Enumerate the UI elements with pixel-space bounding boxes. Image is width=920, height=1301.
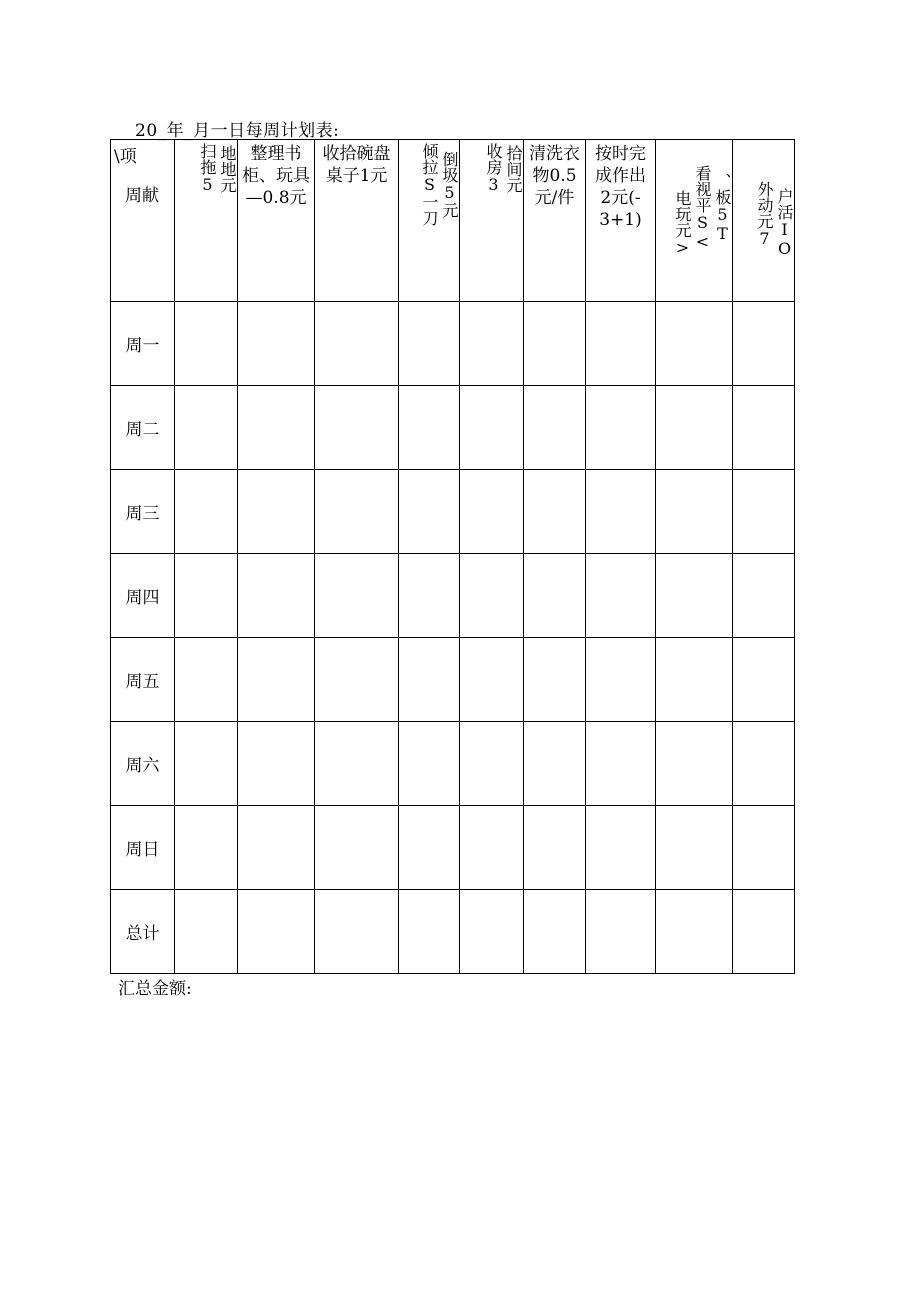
amount-cell[interactable] bbox=[460, 470, 524, 554]
column-header-outdoor bbox=[733, 140, 795, 302]
amount-cell[interactable] bbox=[315, 554, 399, 638]
column-header-mop bbox=[175, 140, 238, 302]
table-row bbox=[111, 890, 795, 974]
amount-cell[interactable] bbox=[524, 554, 586, 638]
amount-cell[interactable] bbox=[238, 554, 315, 638]
day-rows bbox=[111, 302, 795, 974]
column-header-text: 清洗衣 bbox=[529, 144, 580, 164]
table-row bbox=[111, 386, 795, 470]
amount-cell[interactable] bbox=[399, 806, 460, 890]
amount-cell[interactable] bbox=[175, 302, 238, 386]
table-row bbox=[111, 806, 795, 890]
amount-cell[interactable] bbox=[656, 722, 733, 806]
amount-cell[interactable] bbox=[175, 554, 238, 638]
column-header-text: 物0.5 bbox=[532, 166, 577, 186]
column-header-text: 地地元 bbox=[218, 144, 237, 193]
column-header-text: 扫拖5 bbox=[198, 143, 217, 194]
amount-cell[interactable] bbox=[656, 470, 733, 554]
table-row bbox=[111, 638, 795, 722]
column-header-screen-time bbox=[656, 140, 733, 302]
amount-cell[interactable] bbox=[733, 302, 795, 386]
day-label: 周五 bbox=[111, 638, 175, 722]
amount-cell[interactable] bbox=[586, 302, 656, 386]
amount-cell[interactable] bbox=[524, 470, 586, 554]
amount-cell[interactable] bbox=[524, 302, 586, 386]
amount-cell[interactable] bbox=[238, 386, 315, 470]
amount-cell[interactable] bbox=[175, 890, 238, 974]
column-header-text: 2元(- bbox=[600, 188, 641, 208]
amount-cell[interactable] bbox=[238, 722, 315, 806]
day-label: 周三 bbox=[111, 470, 175, 554]
amount-cell[interactable] bbox=[238, 470, 315, 554]
column-header-text: 外动元7 bbox=[755, 180, 774, 248]
header-row bbox=[111, 140, 795, 302]
amount-cell[interactable] bbox=[524, 638, 586, 722]
table-row bbox=[111, 470, 795, 554]
amount-cell[interactable] bbox=[175, 386, 238, 470]
amount-cell[interactable] bbox=[399, 554, 460, 638]
corner-bottom-label: 周献 bbox=[125, 186, 159, 206]
amount-cell[interactable] bbox=[315, 638, 399, 722]
amount-cell[interactable] bbox=[586, 806, 656, 890]
table-row bbox=[111, 302, 795, 386]
table-row bbox=[111, 554, 795, 638]
amount-cell[interactable] bbox=[586, 890, 656, 974]
column-header-dishes bbox=[315, 140, 399, 302]
column-header-text: 元/件 bbox=[534, 188, 575, 208]
day-label: 周六 bbox=[111, 722, 175, 806]
amount-cell[interactable] bbox=[733, 470, 795, 554]
amount-cell[interactable] bbox=[238, 638, 315, 722]
amount-cell[interactable] bbox=[315, 386, 399, 470]
amount-cell[interactable] bbox=[315, 470, 399, 554]
amount-cell[interactable] bbox=[460, 890, 524, 974]
amount-cell[interactable] bbox=[315, 302, 399, 386]
amount-cell[interactable] bbox=[238, 806, 315, 890]
amount-cell[interactable] bbox=[238, 890, 315, 974]
column-header-text: 看视平S< bbox=[693, 164, 712, 251]
table-row bbox=[111, 722, 795, 806]
column-header-text: 柜、玩具 bbox=[242, 166, 310, 186]
weekly-plan-table bbox=[110, 139, 795, 974]
column-header-text: 电玩元> bbox=[673, 190, 692, 257]
amount-cell[interactable] bbox=[399, 386, 460, 470]
day-label: 周一 bbox=[111, 302, 175, 386]
amount-cell[interactable] bbox=[733, 386, 795, 470]
column-header-text: 、板5T bbox=[713, 172, 732, 243]
page-title: 20_年_月一日每周计划表: bbox=[135, 121, 340, 141]
amount-cell[interactable] bbox=[399, 638, 460, 722]
column-header-homework bbox=[586, 140, 656, 302]
amount-cell[interactable] bbox=[586, 638, 656, 722]
amount-cell[interactable] bbox=[586, 386, 656, 470]
amount-cell[interactable] bbox=[175, 638, 238, 722]
column-header-text: 按时完 bbox=[595, 144, 646, 164]
amount-cell[interactable] bbox=[656, 302, 733, 386]
day-label: 周日 bbox=[111, 806, 175, 890]
amount-cell[interactable] bbox=[315, 722, 399, 806]
amount-cell[interactable] bbox=[399, 470, 460, 554]
amount-cell[interactable] bbox=[399, 890, 460, 974]
amount-cell[interactable] bbox=[238, 302, 315, 386]
amount-cell[interactable] bbox=[460, 806, 524, 890]
column-header-room bbox=[460, 140, 524, 302]
amount-cell[interactable] bbox=[460, 386, 524, 470]
amount-cell[interactable] bbox=[175, 722, 238, 806]
column-header-text: 成作出 bbox=[595, 166, 646, 186]
amount-cell[interactable] bbox=[460, 302, 524, 386]
amount-cell[interactable] bbox=[175, 806, 238, 890]
column-header-text: 整理书 bbox=[250, 144, 302, 164]
amount-cell[interactable] bbox=[656, 554, 733, 638]
amount-cell[interactable] bbox=[586, 470, 656, 554]
column-header-text: 倾拉S一刀 bbox=[420, 143, 439, 226]
amount-cell[interactable] bbox=[524, 806, 586, 890]
column-header-text: 3+1) bbox=[599, 210, 642, 230]
column-header-text: 收拾碗盘 bbox=[322, 144, 391, 164]
column-header-text: 倒圾5元 bbox=[440, 151, 459, 218]
amount-cell[interactable] bbox=[656, 638, 733, 722]
amount-cell[interactable] bbox=[656, 890, 733, 974]
amount-cell[interactable] bbox=[524, 890, 586, 974]
column-header-text: —0.8元 bbox=[245, 188, 307, 208]
amount-cell[interactable] bbox=[460, 554, 524, 638]
total-amount-label: 汇总金额: bbox=[118, 979, 192, 999]
day-label: 周二 bbox=[111, 386, 175, 470]
amount-cell[interactable] bbox=[399, 302, 460, 386]
amount-cell[interactable] bbox=[586, 554, 656, 638]
amount-cell[interactable] bbox=[399, 722, 460, 806]
amount-cell[interactable] bbox=[656, 386, 733, 470]
amount-cell[interactable] bbox=[460, 638, 524, 722]
day-label: 周四 bbox=[111, 554, 175, 638]
amount-cell[interactable] bbox=[586, 722, 656, 806]
column-header-bookshelf bbox=[238, 140, 315, 302]
column-header-text: 户活IO bbox=[775, 188, 794, 258]
column-header-text: 桌子1元 bbox=[325, 166, 388, 186]
corner-header bbox=[111, 140, 175, 302]
corner-top-label: \项 bbox=[114, 147, 137, 167]
amount-cell[interactable] bbox=[315, 890, 399, 974]
amount-cell[interactable] bbox=[315, 806, 399, 890]
amount-cell[interactable] bbox=[733, 890, 795, 974]
amount-cell[interactable] bbox=[733, 638, 795, 722]
column-header-text: 收房3 bbox=[484, 143, 503, 194]
amount-cell[interactable] bbox=[733, 554, 795, 638]
amount-cell[interactable] bbox=[733, 722, 795, 806]
amount-cell[interactable] bbox=[524, 722, 586, 806]
amount-cell[interactable] bbox=[656, 806, 733, 890]
amount-cell[interactable] bbox=[175, 470, 238, 554]
column-header-garbage bbox=[399, 140, 460, 302]
amount-cell[interactable] bbox=[460, 722, 524, 806]
day-label: 总计 bbox=[111, 890, 175, 974]
amount-cell[interactable] bbox=[524, 386, 586, 470]
column-header-text: 拾间元 bbox=[504, 144, 523, 193]
column-header-laundry bbox=[524, 140, 586, 302]
amount-cell[interactable] bbox=[733, 806, 795, 890]
